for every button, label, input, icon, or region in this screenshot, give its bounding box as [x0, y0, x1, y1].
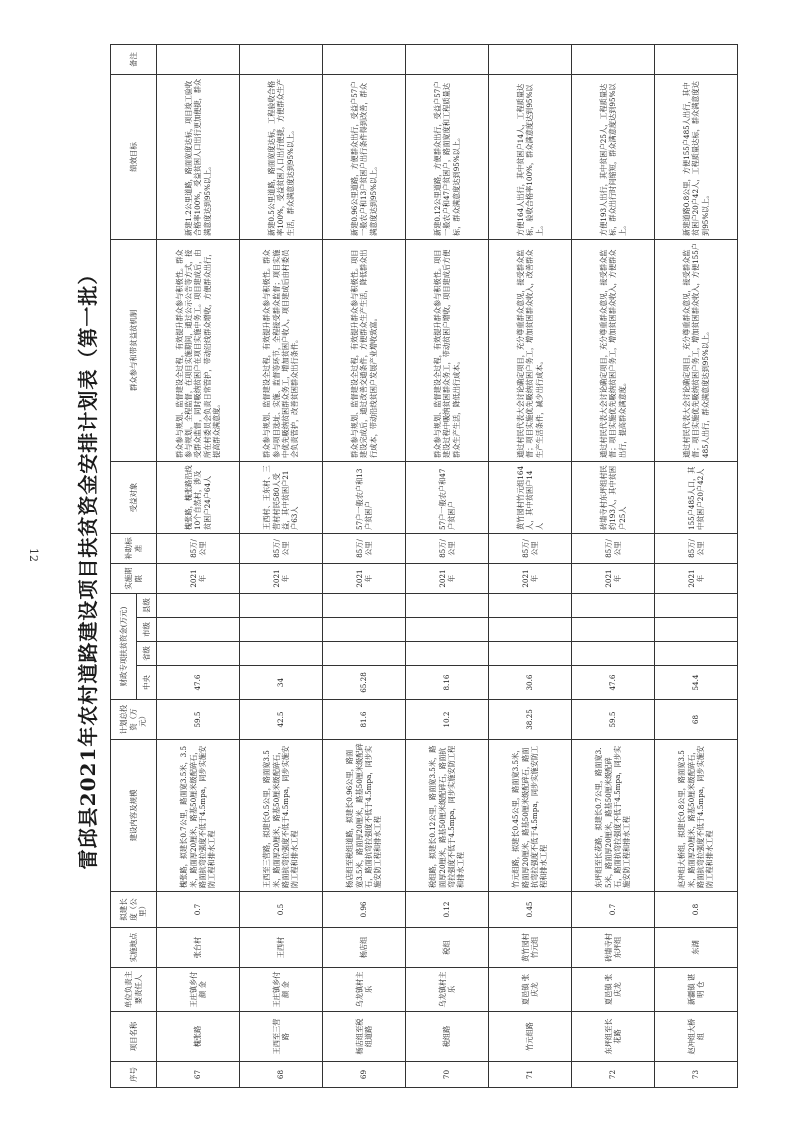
cell-central: 8.16: [406, 666, 489, 700]
cell-length: 0.96: [323, 892, 406, 928]
cell-county: [157, 594, 240, 618]
cell-location: 王西村: [240, 928, 323, 968]
cell-length: 0.12: [406, 892, 489, 928]
cell-county: [240, 594, 323, 618]
cell-county: [489, 594, 572, 618]
cell-content: 杨店组至税组道路，拟建长0.96公里，路面宽3.5米，路面厚20厘米，路基50厘米级配碎石，路面抗弯拉强度不低于4.5mpa，同步实施安防工程和排水工程: [323, 740, 406, 892]
cell-remark: [157, 45, 240, 75]
header-city: 市级: [137, 618, 157, 642]
cell-goal: 方便164人出行，其中贫困户14人，工程质量达标，验收合格率100%，群众满意度达到95%以上。: [489, 75, 572, 240]
cell-beneficiary: 槐张路，槐张路沿线10个自然村，涉及贫困户24户64人: [157, 462, 240, 534]
cell-location: 东湖: [655, 928, 738, 968]
table-row: [655, 45, 738, 1088]
cell-location: 张台村: [157, 928, 240, 968]
cell-period: 2021年: [406, 564, 489, 594]
header-name: 项目名称: [111, 1012, 157, 1062]
cell-plan-invest: 59.5: [572, 700, 655, 740]
header-length: 拟建长度（公里）: [111, 892, 157, 928]
cell-province: [240, 642, 323, 666]
cell-province: [655, 642, 738, 666]
cell-name: 槐张路: [157, 1012, 240, 1062]
page-number: 12: [27, 548, 40, 562]
cell-county: [655, 594, 738, 618]
cell-seq: 69: [323, 1062, 406, 1088]
cell-county: [572, 594, 655, 618]
table-row: [240, 45, 323, 1088]
cell-city: [157, 618, 240, 642]
cell-mechanism: 群众参与规划、监督建设全过程，有效提升群众参与积极性。项目建设过程中吸纳贫困群众务工，带动贫困户增收，项目建成后方便群众生产生活，降低出行成本。: [406, 240, 489, 462]
header-county: 县级: [137, 594, 157, 618]
cell-mechanism: 通过村民代表大会讨论确定项目，充分尊重群众意见，接受群众监督；项目实施优先吸纳贫困户务工，增加贫困群众收入，方便群众出行，提高群众满意度。: [572, 240, 655, 462]
cell-length: 0.5: [240, 892, 323, 928]
cell-beneficiary: 155户485人口，其中贫困户20户42人: [655, 462, 738, 534]
document-title: 雷邱县2021年农村道路建设项目扶贫资金安排计划表（第一批）: [76, 263, 100, 870]
cell-province: [323, 642, 406, 666]
cell-plan-invest: 42.5: [240, 700, 323, 740]
cell-mechanism: 群众参与规划、监督建设全过程，有效提升群众参与积极性。项目建设完成后，通过改善交通条件，方便群众生产生活，降低群众出行成本，带动沿线贫困户发展产业增收致富。: [323, 240, 406, 462]
cell-remark: [240, 45, 323, 75]
cell-period: 2021年: [489, 564, 572, 594]
cell-goal: 新建1.2公里道路，路面宽度达标，项目竣工验收合格率100%，受益贫困人口出行更加便捷，群众满意度达到95%以上。: [157, 75, 240, 240]
cell-plan-invest: 59.5: [157, 700, 240, 740]
cell-location: 黄竹园村竹元组: [489, 928, 572, 968]
cell-remark: [655, 45, 738, 75]
cell-plan-invest: 38.25: [489, 700, 572, 740]
cell-city: [489, 618, 572, 642]
header-goal: 绩效目标: [111, 75, 157, 240]
cell-central: 47.6: [157, 666, 240, 700]
header-seq: 序号: [111, 1062, 157, 1088]
landscape-sheet: [64, 45, 740, 1088]
cell-subsidy: 85万/公里: [655, 534, 738, 564]
cell-central: 47.6: [572, 666, 655, 700]
cell-name: 税组路: [406, 1012, 489, 1062]
cell-name: 赵冲组大桥组: [655, 1012, 738, 1062]
cell-city: [240, 618, 323, 642]
cell-content: 王西至三营路，拟建长0.5公里，路面宽3.5米，路面厚20厘米，路基50厘米级配碎石，路面抗弯拉强度不低于4.5mpa，同步实施安防工程和排水工程: [240, 740, 323, 892]
cell-beneficiary: 57户一般农户和47户贫困户: [406, 462, 489, 534]
table-row: [406, 45, 489, 1088]
cell-content: 税组路，拟建长0.12公里，路面宽3.5米，路面厚20厘米，路基50厘米级配碎石，路面抗弯拉强度不低于4.5mpa，同步实施安防工程和排水工程: [406, 740, 489, 892]
cell-name: 竹元组路: [489, 1012, 572, 1062]
cell-goal: 新建道路0.8公里，方便155户485人出行，其中贫困户20户42人，工程质量达标，群众满意度达到95%以上。: [655, 75, 738, 240]
cell-location: 杨店组: [323, 928, 406, 968]
cell-beneficiary: 王西村、王东村、三营村村民580人受益，其中贫困户21户63人: [240, 462, 323, 534]
cell-beneficiary: 黄竹园村竹元组164人，其中贫困户14人: [489, 462, 572, 534]
cell-subsidy: 85万/公里: [406, 534, 489, 564]
cell-name: 杨店组至税组道路: [323, 1012, 406, 1062]
cell-length: 0.8: [655, 892, 738, 928]
header-province: 省级: [137, 642, 157, 666]
cell-responsible: 夏邑镇 张庆龙: [572, 968, 655, 1012]
cell-city: [655, 618, 738, 642]
cell-plan-invest: 81.6: [323, 700, 406, 740]
cell-mechanism: 通过村民代表大会讨论确定项目，充分尊重群众意见，接受群众监督；项目实施优先吸纳贫困户务工，增加贫困群众收入，改善群众生产生活条件，减少出行成本。: [489, 240, 572, 462]
cell-mechanism: 通过村民代表大会讨论确定项目，充分尊重群众意见，接受群众监督；项目实施优先吸纳贫困户务工，增加贫困群众收入，方便155户485人出行，群众满意度达到95%以上。: [655, 240, 738, 462]
header-content: 建设内容及规模: [111, 740, 157, 892]
cell-content: 竹元组路，拟建长0.45公里，路面宽3.5米，路面厚20厘米，路基50厘米级配碎石，路面抗弯拉强度不低于4.5mpa，同步实施安防工程和排水工程: [489, 740, 572, 892]
header-mechanism: 群众参与和带贫益贫机制: [111, 240, 157, 462]
cell-remark: [323, 45, 406, 75]
cell-province: [489, 642, 572, 666]
header-subsidy: 补助标准: [111, 534, 157, 564]
cell-responsible: 新疆镇 谌明 仓: [655, 968, 738, 1012]
cell-responsible: 乌龙镇村主乐: [406, 968, 489, 1012]
header-central: 中央: [137, 666, 157, 700]
cell-goal: 新建0.96公里道路，方便群众出行，受益户57户一般农户和13户贫困户出行条件得到改善，群众满意度达到95%以上。: [323, 75, 406, 240]
cell-province: [572, 642, 655, 666]
cell-central: 30.6: [489, 666, 572, 700]
table-row: [157, 45, 240, 1088]
cell-remark: [489, 45, 572, 75]
header-remark: 备注: [111, 45, 157, 75]
cell-seq: 68: [240, 1062, 323, 1088]
cell-content: 赵冲组大桥组，拟建长0.8公里，路面宽3.5米，路面厚20厘米，路基50厘米级配碎石，路面抗弯拉强度不低于4.5mpa，同步实施安防工程和排水工程: [655, 740, 738, 892]
cell-city: [572, 618, 655, 642]
table-row: [323, 45, 406, 1088]
header-plan-invest: 计划总投资（万元）: [111, 700, 157, 740]
cell-subsidy: 85万/公里: [240, 534, 323, 564]
cell-responsible: 夏邑镇 张庆龙: [489, 968, 572, 1012]
cell-beneficiary: 57户一般农户和13户贫困户: [323, 462, 406, 534]
cell-period: 2021年: [240, 564, 323, 594]
cell-subsidy: 85万/公里: [489, 534, 572, 564]
cell-content: 槐张路，拟建长0.7公里，路面宽3.5米，3.5米，路面厚20厘米，路基50厘米级配碎石，路面抗弯拉强度不低于4.5mpa，同步实施安防工程和排水工程: [157, 740, 240, 892]
cell-mechanism: 群众参与规划、监督建设全过程，有效提升群众参与积极性。群众参与项目选址、实施、监督等环节，全程接受群众监督；项目实施中优先吸纳贫困群众务工，增加贫困户收入，项目建成后由村委员会负责管护，改善贫困群众出行条件。: [240, 240, 323, 462]
cell-plan-invest: 68: [655, 700, 738, 740]
cell-seq: 73: [655, 1062, 738, 1088]
cell-subsidy: 85万/公里: [572, 534, 655, 564]
cell-province: [406, 642, 489, 666]
cell-seq: 71: [489, 1062, 572, 1088]
cell-seq: 72: [572, 1062, 655, 1088]
cell-goal: 方便193人出行，其中贫困户25人，工程质量达标，群众出行时间缩短，群众满意度达到95%以上。: [572, 75, 655, 240]
cell-name: 王西至三营路: [240, 1012, 323, 1062]
header-period: 实施期限: [111, 564, 157, 594]
cell-content: 东坪组至长花路，拟建长0.7公里，路面宽3.5米，路面厚20厘米，路基50厘米级配碎石，路面抗弯拉强度不低于4.5mpa，同步实施安防工程和排水工程: [572, 740, 655, 892]
table-body: [157, 45, 738, 1088]
fund-plan-table: [110, 44, 738, 1088]
cell-period: 2021年: [323, 564, 406, 594]
cell-period: 2021年: [655, 564, 738, 594]
cell-county: [323, 594, 406, 618]
cell-province: [157, 642, 240, 666]
cell-remark: [406, 45, 489, 75]
cell-period: 2021年: [572, 564, 655, 594]
cell-length: 0.45: [489, 892, 572, 928]
cell-goal: 新建0.5公里道路，路面宽度达标，工程验收合格率100%，受益贫困人口出行便捷，方便群众生产生活，群众满意度达到95%以上。: [240, 75, 323, 240]
cell-name: 东坪组至长花路: [572, 1012, 655, 1062]
cell-period: 2021年: [157, 564, 240, 594]
cell-beneficiary: 砖墙寺村东坪组村民约193人，其中贫困户25人: [572, 462, 655, 534]
cell-mechanism: 群众参与规划、监督建设全过程，有效提升群众参与积极性。群众参与规划，全程监督，在项目实施期间，通过公示公告等方式，接受群众监督，同时吸纳贫困户在项目实施中务工。项目建成后，由所在村委员会负责日常管护，带动沿线群众增收，方便群众出行，提高群众满意度。: [157, 240, 240, 462]
cell-central: 54.4: [655, 666, 738, 700]
header-fund-group: 财政专项扶贫资金(万元): [111, 594, 137, 700]
cell-city: [406, 618, 489, 642]
cell-central: 65.28: [323, 666, 406, 700]
cell-central: 34: [240, 666, 323, 700]
cell-length: 0.7: [157, 892, 240, 928]
cell-location: 税组: [406, 928, 489, 968]
cell-seq: 70: [406, 1062, 489, 1088]
cell-city: [323, 618, 406, 642]
cell-responsible: 乌龙镇村主乐: [323, 968, 406, 1012]
cell-responsible: 王庄镇乡付 颜 金: [157, 968, 240, 1012]
cell-location: 砖墙寺村东坪组: [572, 928, 655, 968]
cell-length: 0.7: [572, 892, 655, 928]
cell-subsidy: 85万/公里: [323, 534, 406, 564]
cell-subsidy: 85万/公里: [157, 534, 240, 564]
header-location: 实施地点: [111, 928, 157, 968]
header-beneficiary: 受益对象: [111, 462, 157, 534]
cell-seq: 67: [157, 1062, 240, 1088]
table-row: [572, 45, 655, 1088]
table-row: [489, 45, 572, 1088]
header-responsible: 单位负责主要责任人: [111, 968, 157, 1012]
cell-county: [406, 594, 489, 618]
cell-goal: 新建0.12公里道路，方便群众出行，受益户57户一般农户和47户贫困户，路面宽度和工程质量达标，群众满意度达到95%以上。: [406, 75, 489, 240]
cell-remark: [572, 45, 655, 75]
cell-responsible: 王庄镇乡付 颜 金: [240, 968, 323, 1012]
cell-plan-invest: 10.2: [406, 700, 489, 740]
